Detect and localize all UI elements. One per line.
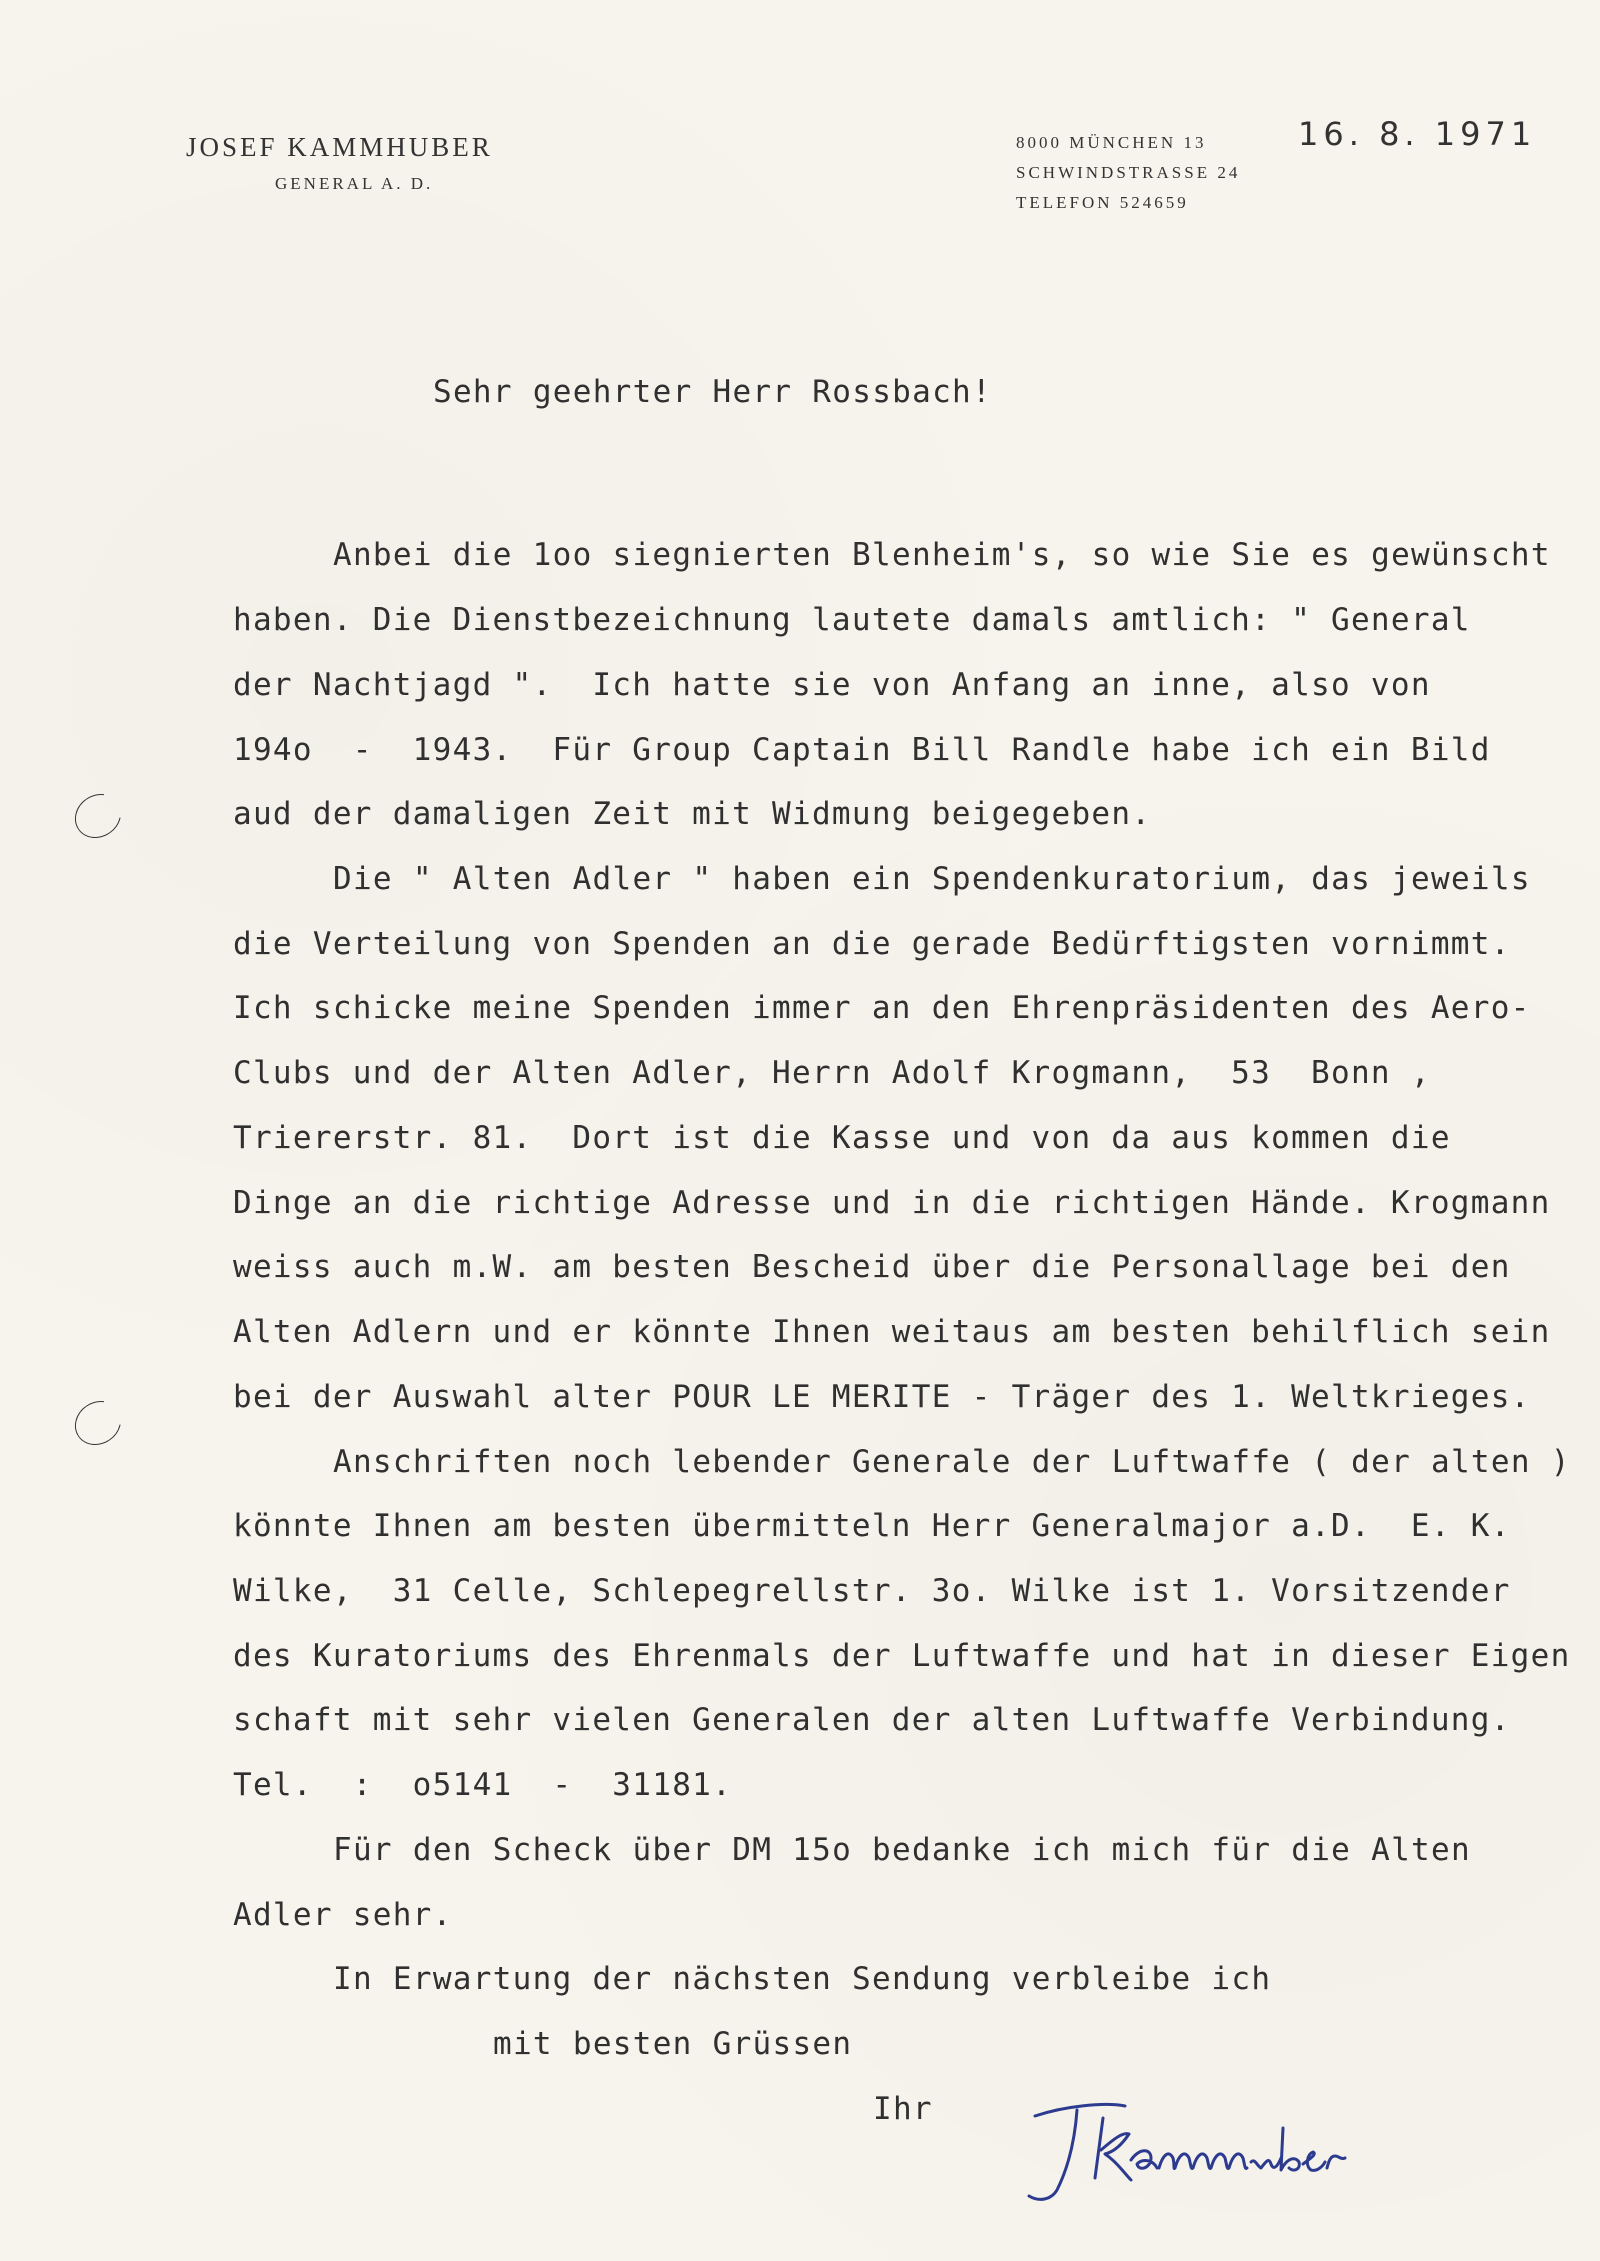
letterhead-rank: GENERAL A. D.	[275, 174, 434, 193]
body-line: aud der damaligen Zeit mit Widmung beigegeben.	[233, 796, 1152, 832]
closing: mit besten Grüssen	[493, 2026, 853, 2062]
body-line: haben. Die Dienstbezeichnung lautete damals amtlich: " General	[233, 602, 1471, 638]
body-line: weiss auch m.W. am besten Bescheid über die Personallage bei den	[233, 1249, 1511, 1285]
body-line: Clubs und der Alten Adler, Herrn Adolf Krogmann, 53 Bonn ,	[233, 1055, 1431, 1091]
body-line: schaft mit sehr vielen Generalen der alten Luftwaffe Verbindung.	[233, 1702, 1511, 1738]
body-line: Anbei die 1oo siegnierten Blenheim's, so wie Sie es gewünscht	[333, 537, 1551, 573]
body-line: Tel. : o5141 - 31181.	[233, 1767, 733, 1803]
body-line: 194o - 1943. Für Group Captain Bill Randle habe ich ein Bild	[233, 732, 1491, 768]
body-line: Triererstr. 81. Dort ist die Kasse und von da aus kommen die	[233, 1120, 1451, 1156]
body-line: bei der Auswahl alter POUR LE MERITE - Träger des 1. Weltkrieges.	[233, 1379, 1531, 1415]
salutation: Sehr geehrter Herr Rossbach!	[433, 374, 992, 410]
signature	[1005, 2088, 1385, 2212]
closing-ihr: Ihr	[873, 2091, 933, 2127]
body-line: die Verteilung von Spenden an die gerade Bedürftigsten vornimmt.	[233, 926, 1511, 962]
address-line-2: SCHWINDSTRASSE 24	[1016, 163, 1241, 182]
body-line: Alten Adlern und er könnte Ihnen weitaus am besten behilflich sein	[233, 1314, 1551, 1350]
body-line: könnte Ihnen am besten übermitteln Herr Generalmajor a.D. E. K.	[233, 1508, 1511, 1544]
punch-hole-bottom	[66, 1392, 129, 1454]
letter-date: 16. 8. 1971	[1298, 115, 1537, 153]
body-line: In Erwartung der nächsten Sendung verbleibe ich	[333, 1961, 1272, 1997]
address-line-3: TELEFON 524659	[1016, 193, 1189, 212]
body-line: Wilke, 31 Celle, Schlepegrellstr. 3o. Wilke ist 1. Vorsitzender	[233, 1573, 1511, 1609]
body-line: Ich schicke meine Spenden immer an den Ehrenpräsidenten des Aero-	[233, 990, 1531, 1026]
body-line: Dinge an die richtige Adresse und in die richtigen Hände. Krogmann	[233, 1185, 1551, 1221]
body-line: Adler sehr.	[233, 1897, 453, 1933]
address-line-1: 8000 MÜNCHEN 13	[1016, 133, 1207, 152]
punch-hole-top	[66, 785, 129, 847]
body-line: der Nachtjagd ". Ich hatte sie von Anfang an inne, also von	[233, 667, 1431, 703]
body-line: Die " Alten Adler " haben ein Spendenkuratorium, das jeweils	[333, 861, 1531, 897]
body-line: des Kuratoriums des Ehrenmals der Luftwaffe und hat in dieser Eigen	[233, 1638, 1571, 1674]
body-line: Für den Scheck über DM 15o bedanke ich mich für die Alten	[333, 1832, 1471, 1868]
body-line: Anschriften noch lebender Generale der Luftwaffe ( der alten )	[333, 1444, 1571, 1480]
letterhead-name: JOSEF KAMMHUBER	[186, 132, 493, 162]
handwritten-signature-icon	[1005, 2088, 1385, 2208]
